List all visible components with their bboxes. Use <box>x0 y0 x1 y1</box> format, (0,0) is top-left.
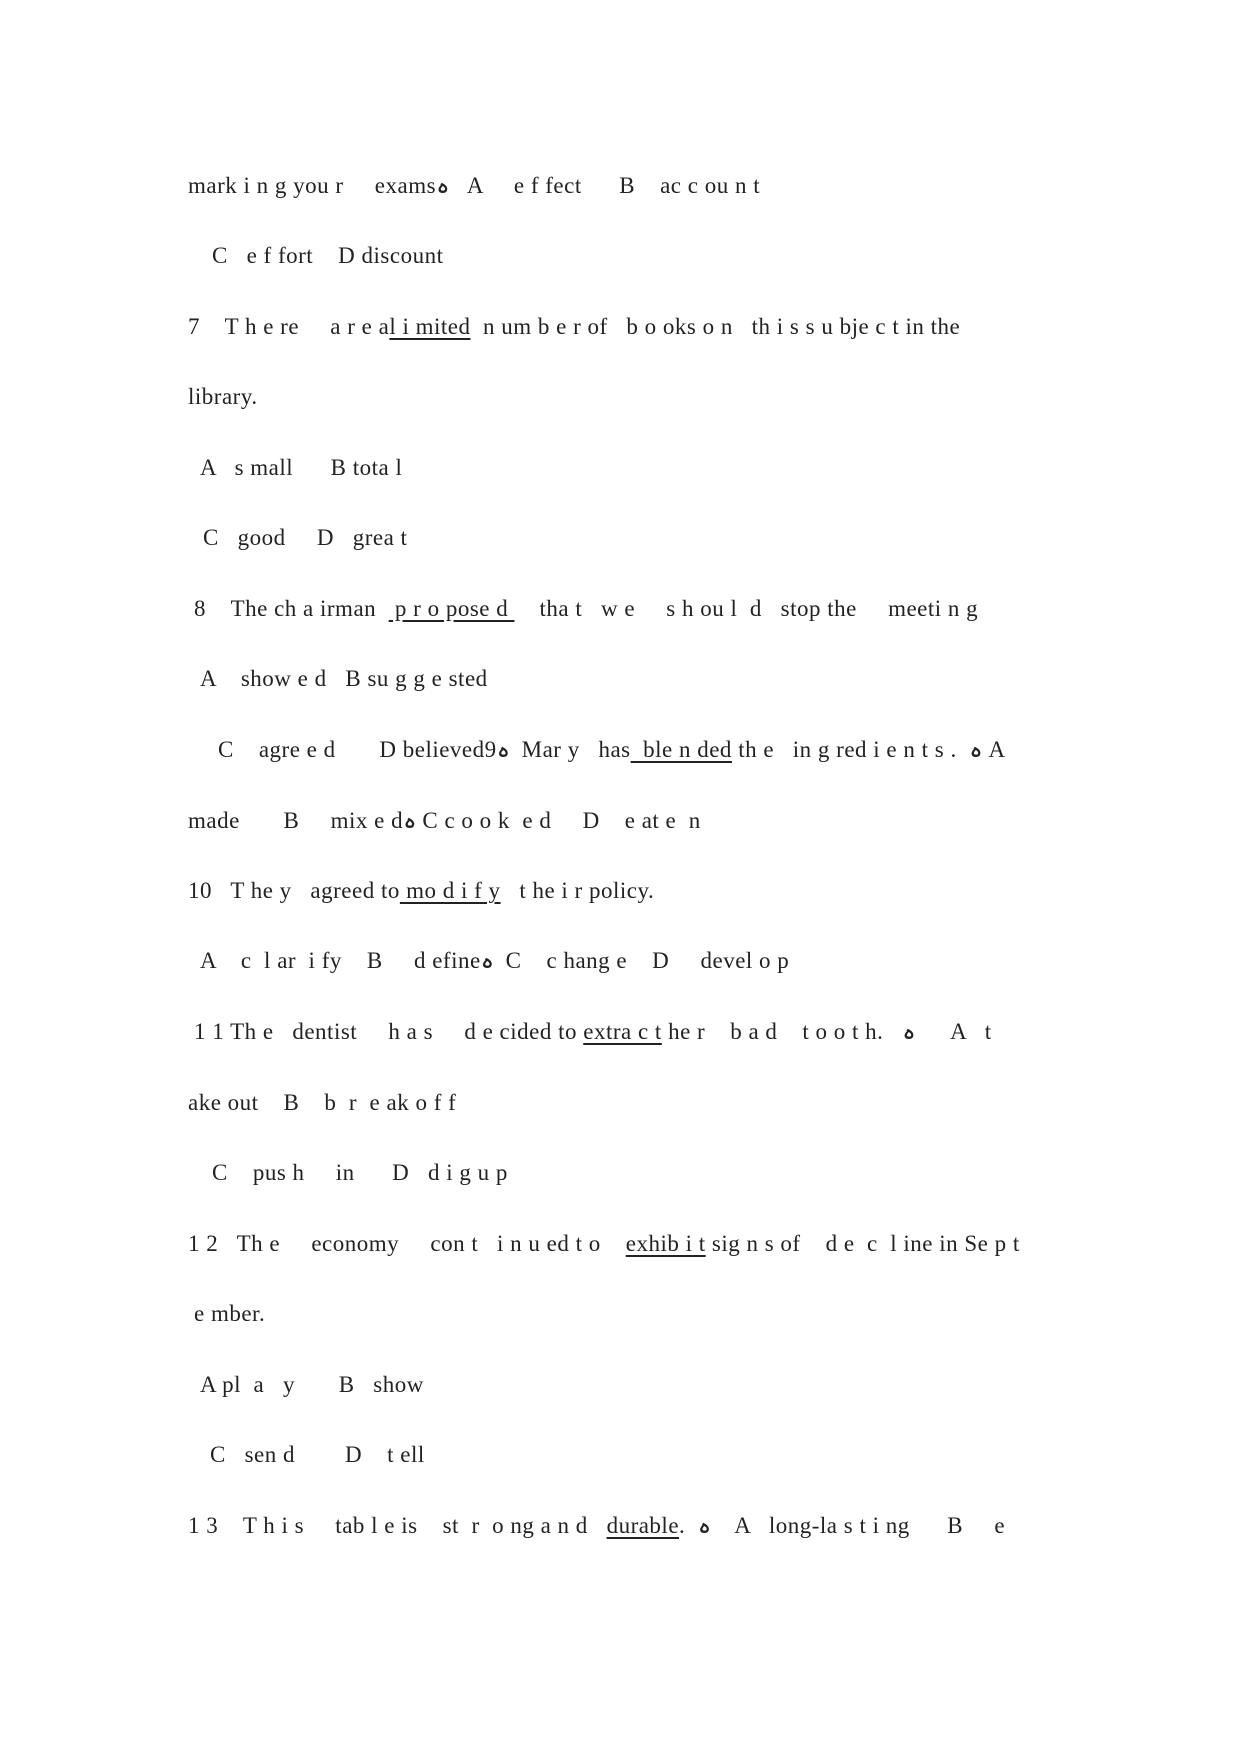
question-6-options-line-1 <box>188 171 1068 201</box>
line-text: A c l ar i fy B d efineہ C c hang e D devel o p <box>200 948 790 973</box>
line-text: . ہ A long-la s t i ng B e <box>679 1513 1006 1538</box>
line-text: sig n s of d e c l ine in Se p t <box>705 1231 1020 1256</box>
line-text: C sen d D t ell <box>210 1442 425 1467</box>
line-text: e mber. <box>194 1301 266 1326</box>
question-9-options <box>188 806 1068 836</box>
line-text: C e f fort D discount <box>212 243 444 268</box>
question-12-stem <box>188 1229 1068 1259</box>
line-text: C agre e d D believed9ہ Mar y has <box>218 737 631 762</box>
question-7-stem-continued <box>188 382 1068 412</box>
underlined-keyword: extra c t <box>583 1019 662 1044</box>
question-11-options-cd <box>212 1158 1092 1188</box>
underlined-keyword: ble n ded <box>630 737 732 762</box>
question-7-options-cd <box>203 523 1083 553</box>
underlined-keyword: mo d i f y <box>399 878 501 903</box>
question-13-stem <box>188 1511 1068 1541</box>
line-text: 7 T h e re a r e a <box>188 314 390 339</box>
underlined-keyword: l i mited <box>389 314 471 339</box>
question-10-options <box>200 946 1080 976</box>
question-7-options-ab <box>200 453 1080 483</box>
line-text: made B mix e dہ C c o o k e d D e at e n <box>188 808 701 833</box>
line-text: mark i n g you r examsہ A e f fect B ac c ou n t <box>188 173 761 198</box>
question-8-options-ab <box>200 664 1080 694</box>
question-12-options-cd <box>210 1440 1090 1470</box>
line-text: 10 T he y agreed to <box>188 878 400 903</box>
question-6-options-line-2 <box>212 241 1092 271</box>
question-12-stem-continued <box>194 1299 1074 1329</box>
question-8-stem <box>194 594 1074 624</box>
line-text: A pl a y B show <box>200 1372 424 1397</box>
question-8-options-cd-and-question-9 <box>218 735 1098 765</box>
underlined-keyword: durable <box>606 1513 680 1538</box>
line-text: th e in g red i e n t s . ہ A <box>731 737 1006 762</box>
line-text: t he i r policy. <box>500 878 655 903</box>
line-text: 1 1 Th e dentist h a s d e cided to <box>194 1019 584 1044</box>
line-text: he r b a d t o o t h. ہ A t <box>661 1019 992 1044</box>
underlined-keyword: p r o pose d <box>388 596 515 621</box>
line-text: C good D grea t <box>203 525 408 550</box>
question-11-stem <box>194 1017 1074 1047</box>
underlined-keyword: exhib i t <box>625 1231 706 1256</box>
line-text: library. <box>188 384 258 409</box>
line-text: n um b e r of b o oks o n th i s s u bje c t in the <box>470 314 961 339</box>
line-text: ake out B b r e ak o f f <box>188 1090 457 1115</box>
line-text: 1 2 Th e economy con t i n u ed t o <box>188 1231 626 1256</box>
line-text: C pus h in D d i g u p <box>212 1160 508 1185</box>
line-text: A s mall B tota l <box>200 455 403 480</box>
question-7-stem <box>188 312 1068 342</box>
line-text: 8 The ch a irman <box>194 596 389 621</box>
line-text: 1 3 T h i s tab l e is st r o ng a n d <box>188 1513 607 1538</box>
question-12-options-ab <box>200 1370 1080 1400</box>
question-10-stem <box>188 876 1068 906</box>
question-11-options-ab <box>188 1088 1068 1118</box>
line-text: tha t w e s h ou l d stop the meeti n g <box>514 596 979 621</box>
line-text: A show e d B su g g e sted <box>200 666 488 691</box>
